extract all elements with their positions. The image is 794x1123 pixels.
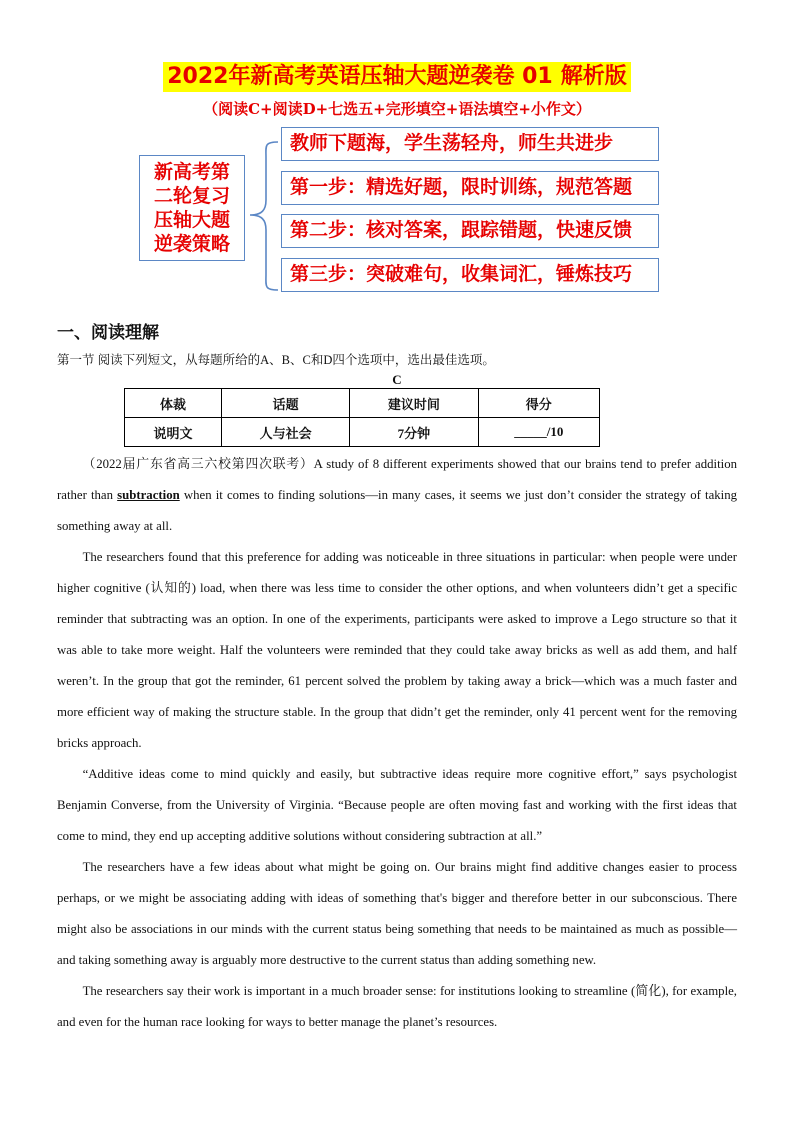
section-instruction: 第一节 阅读下列短文，从每题所给的A、B、C和D四个选项中，选出最佳选项。	[57, 353, 495, 367]
table-header-cell: 建议时间	[350, 389, 478, 418]
paragraph-text: when it comes to finding solutions—in many cases, it seems we just don’t consider the strategy of taking something away at all.	[57, 488, 737, 533]
document-subtitle: （阅读C+阅读D+七选五+完形填空+语法填空+小作文）	[203, 100, 591, 118]
strategy-line: 二轮复习	[153, 185, 230, 207]
passage-source: （2022届广东省高三六校第四次联考）	[82, 457, 314, 471]
score-field[interactable]: _____/10	[478, 418, 599, 447]
strategy-line: 逆袭策略	[153, 233, 230, 255]
paragraph-4: The researchers have a few ideas about what might be going on. Our brains might find additive changes easier to process perhaps, or we might be associating adding with ideas of something that's bigger and therefore better in our subconscious. There might also be associations in our minds with the current status being something that needs to be maintained as much as possible—and taking something away is arguably more destructive to the current status than adding something new.	[57, 860, 737, 967]
strategy-step-2: 第二步：核对答案，跟踪错题，快速反馈	[281, 214, 659, 248]
paragraph-1	[57, 449, 737, 542]
strategy-step-motto: 教师下题海，学生荡轻舟，师生共进步	[281, 127, 659, 161]
table-cell: 7分钟	[350, 418, 478, 447]
paragraph-3: “Additive ideas come to mind quickly and easily, but subtractive ideas require more cognitive effort,” says psychologist Benjamin Converse, from the University of Virginia. “Because people are often moving fast and working with the first ideas that come to mind, they end up accepting additive solutions without considering subtraction at all.”	[57, 767, 737, 843]
curly-brace-icon	[246, 138, 282, 294]
strategy-step-1: 第一步：精选好题，限时训练，规范答题	[281, 171, 659, 205]
table-header-cell: 话题	[221, 389, 349, 418]
table-header-cell: 体裁	[125, 389, 222, 418]
title-main: 2022年新高考英语压轴大题逆袭卷 01	[163, 62, 557, 92]
paragraph-text: A study of 8 different experiments showed that our brains tend to prefer addition rather than	[57, 457, 737, 502]
table-cell: 人与社会	[221, 418, 349, 447]
strategy-line: 新高考第	[153, 161, 230, 183]
paragraph-2: The researchers found that this preference for adding was noticeable in three situations in particular: when people were under higher cognitive (认知的) load, when there was less time to consider the other options, and when volunteers didn’t get a specific reminder that subtracting was an option. In one of the experiments, participants were asked to improve a Lego structure so that it was able to take more weight. Half the volunteers were reminded that they could take away bricks as well as add them, and half weren’t. In the group that got the reminder, 61 percent solved the problem by taking away a brick—which was a much faster and more efficient way of making the structure stable. In the group that didn’t get the reminder, only 41 percent went for the removing bricks approach.	[57, 550, 737, 750]
strategy-step-3: 第三步：突破难句，收集词汇，锤炼技巧	[281, 258, 659, 292]
strategy-box	[139, 155, 245, 261]
table-header-row	[125, 389, 600, 418]
keyword-subtraction: subtraction	[117, 488, 180, 502]
passage-info-table	[124, 388, 600, 447]
table-row	[125, 418, 600, 447]
table-cell: 说明文	[125, 418, 222, 447]
passage-body	[57, 449, 737, 1038]
strategy-line: 压轴大题	[153, 209, 230, 231]
passage-letter: C	[392, 372, 402, 387]
title-suffix: 解析版	[557, 62, 631, 92]
table-header-cell: 得分	[478, 389, 599, 418]
paragraph-5: The researchers say their work is important in a much broader sense: for institutions looking to streamline (简化), for example, and even for the human race looking for ways to better manage the planet’s resources.	[57, 984, 737, 1029]
section-heading: 一、阅读理解	[57, 323, 159, 343]
document-title	[0, 62, 794, 92]
